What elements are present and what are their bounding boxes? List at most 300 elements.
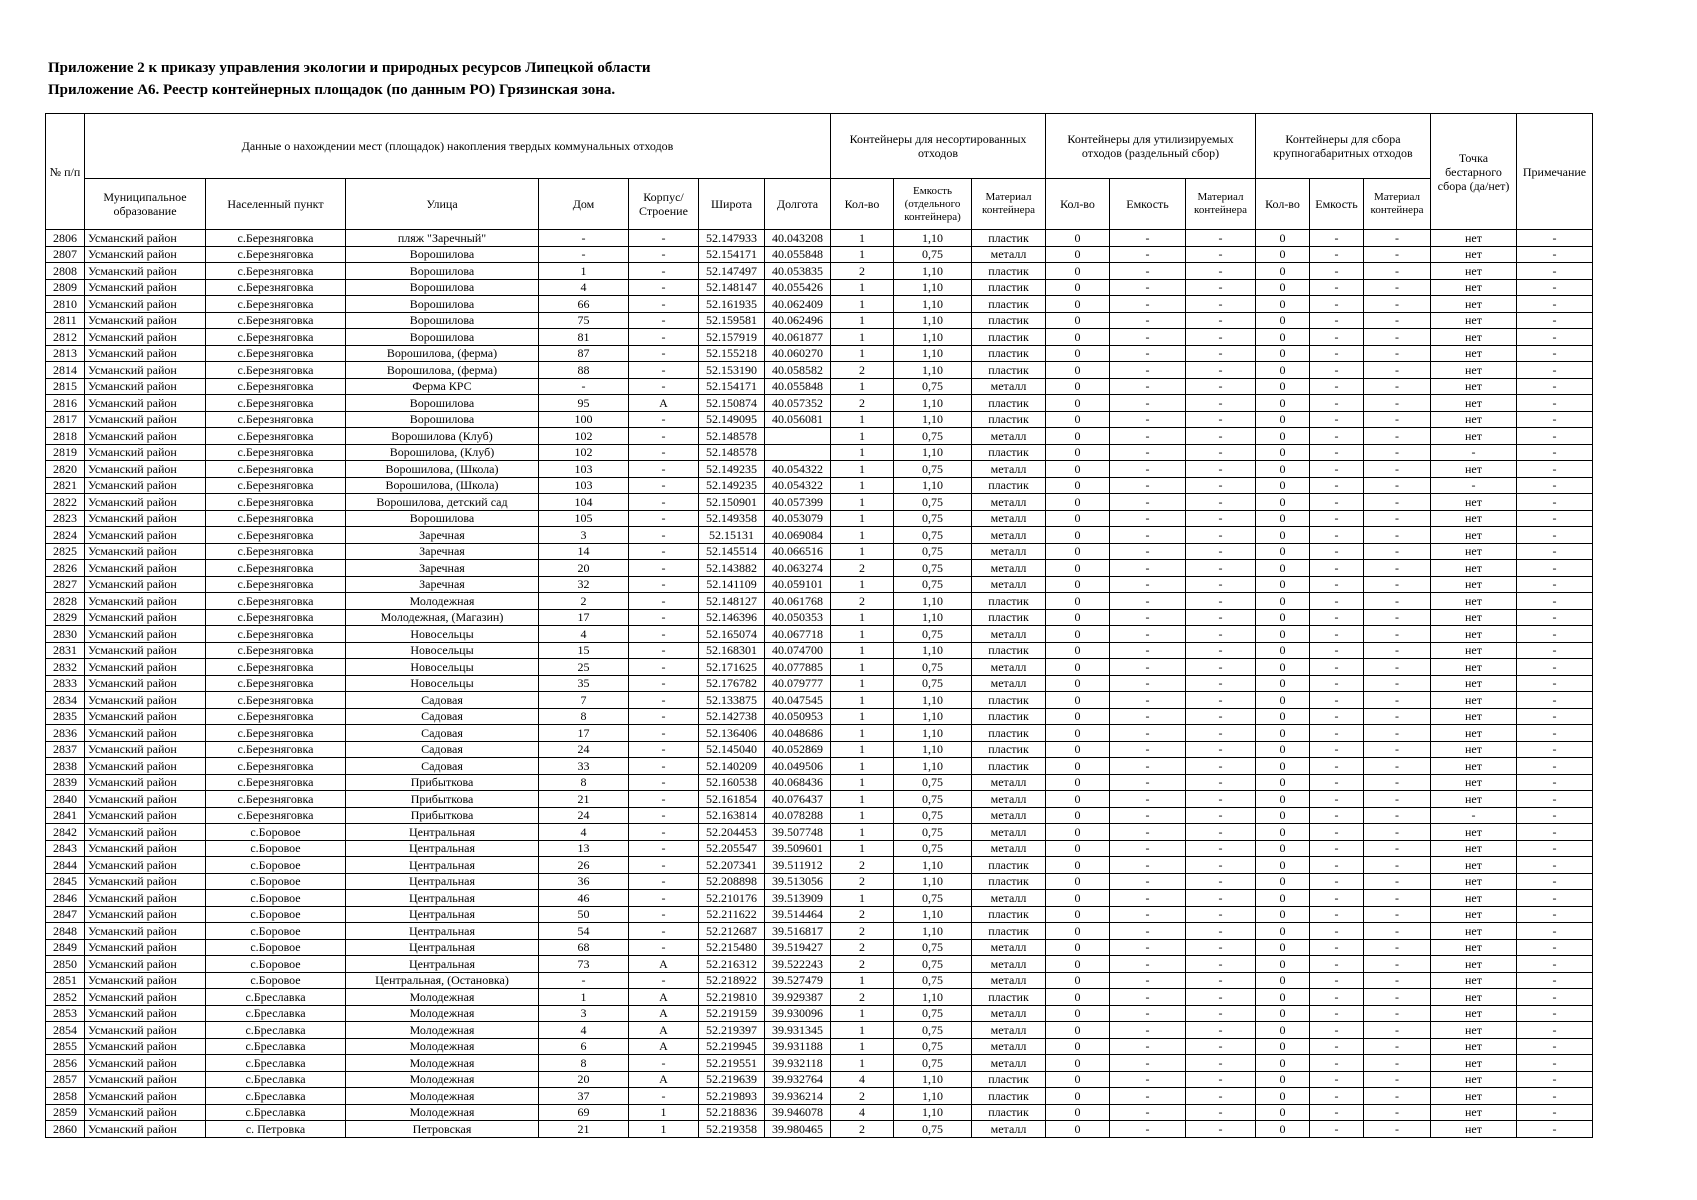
cell-bulky-count: 0 — [1256, 873, 1310, 890]
cell-bulky-material: - — [1364, 989, 1431, 1006]
cell-house: 87 — [539, 345, 629, 362]
cell-note: - — [1517, 263, 1593, 280]
col-bulky-capacity-header: Емкость — [1310, 179, 1364, 230]
cell-recycled-capacity: - — [1110, 989, 1186, 1006]
cell-unsorted-count: 1 — [831, 807, 894, 824]
cell-street: Ворошилова — [346, 263, 539, 280]
cell-house: 75 — [539, 312, 629, 329]
cell-bulky-count: 0 — [1256, 345, 1310, 362]
cell-bulky-material: - — [1364, 362, 1431, 379]
cell-house: 88 — [539, 362, 629, 379]
cell-municipality: Усманский район — [85, 989, 206, 1006]
cell-lat: 52.145040 — [699, 741, 765, 758]
cell-bulky-capacity: - — [1310, 923, 1364, 940]
cell-unsorted-count: 1 — [831, 411, 894, 428]
cell-bulky-count: 0 — [1256, 428, 1310, 445]
cell-municipality: Усманский район — [85, 246, 206, 263]
cell-unsorted-count: 1 — [831, 527, 894, 544]
table-row — [46, 1104, 1593, 1121]
cell-building: - — [629, 461, 699, 478]
cell-lat: 52.155218 — [699, 345, 765, 362]
cell-recycled-count: 0 — [1046, 1071, 1110, 1088]
table-row — [46, 1121, 1593, 1138]
cell-unsorted-capacity: 0,75 — [894, 774, 972, 791]
cell-lat: 52.147933 — [699, 230, 765, 247]
table-row — [46, 362, 1593, 379]
cell-municipality: Усманский район — [85, 461, 206, 478]
cell-lat: 52.146396 — [699, 609, 765, 626]
cell-note: - — [1517, 923, 1593, 940]
cell-house: 68 — [539, 939, 629, 956]
cell-lat: 52.133875 — [699, 692, 765, 709]
cell-settlement: с.Березняговка — [206, 362, 346, 379]
cell-recycled-capacity: - — [1110, 312, 1186, 329]
cell-building: - — [629, 741, 699, 758]
cell-building: - — [629, 263, 699, 280]
cell-unsorted-count: 4 — [831, 1104, 894, 1121]
col-unsorted-count-header: Кол-во — [831, 179, 894, 230]
cell-unsorted-capacity: 0,75 — [894, 626, 972, 643]
cell-street: Молодежная — [346, 1022, 539, 1039]
cell-unsorted-capacity: 1,10 — [894, 708, 972, 725]
cell-unsorted-count: 1 — [831, 461, 894, 478]
cell-building: А — [629, 1022, 699, 1039]
cell-unsorted-capacity: 1,10 — [894, 263, 972, 280]
cell-house: 13 — [539, 840, 629, 857]
cell-unsorted-material: металл — [972, 1121, 1046, 1138]
cell-recycled-material: - — [1186, 378, 1256, 395]
cell-recycled-capacity: - — [1110, 543, 1186, 560]
group-unsorted-header: Контейнеры для несортированных отходов — [831, 114, 1046, 179]
cell-unsorted-count: 2 — [831, 939, 894, 956]
cell-bulky-material: - — [1364, 230, 1431, 247]
cell-recycled-capacity: - — [1110, 1022, 1186, 1039]
cell-bulky-capacity: - — [1310, 791, 1364, 808]
cell-municipality: Усманский район — [85, 758, 206, 775]
col-house-header: Дом — [539, 179, 629, 230]
cell-recycled-material: - — [1186, 857, 1256, 874]
cell-recycled-material: - — [1186, 972, 1256, 989]
cell-bulky-material: - — [1364, 642, 1431, 659]
cell-recycled-material: - — [1186, 1071, 1256, 1088]
cell-num: 2849 — [46, 939, 85, 956]
cell-settlement: с.Бреславка — [206, 1005, 346, 1022]
cell-note: - — [1517, 956, 1593, 973]
table-row — [46, 395, 1593, 412]
cell-point: - — [1431, 807, 1517, 824]
cell-recycled-capacity: - — [1110, 1121, 1186, 1138]
cell-lat: 52.219639 — [699, 1071, 765, 1088]
cell-note: - — [1517, 494, 1593, 511]
cell-bulky-count: 0 — [1256, 626, 1310, 643]
cell-house: 21 — [539, 791, 629, 808]
col-recycled-count-header: Кол-во — [1046, 179, 1110, 230]
cell-bulky-capacity: - — [1310, 411, 1364, 428]
cell-lon: 40.061877 — [765, 329, 831, 346]
cell-building: - — [629, 807, 699, 824]
table-row — [46, 989, 1593, 1006]
cell-lat: 52.154171 — [699, 246, 765, 263]
cell-lat: 52.218922 — [699, 972, 765, 989]
cell-municipality: Усманский район — [85, 378, 206, 395]
cell-recycled-material: - — [1186, 725, 1256, 742]
cell-point: нет — [1431, 395, 1517, 412]
cell-settlement: с.Березняговка — [206, 411, 346, 428]
cell-building: - — [629, 692, 699, 709]
cell-recycled-capacity: - — [1110, 626, 1186, 643]
cell-street: Ворошилова, (Школа) — [346, 461, 539, 478]
cell-bulky-material: - — [1364, 857, 1431, 874]
cell-lat: 52.136406 — [699, 725, 765, 742]
cell-lon: 40.076437 — [765, 791, 831, 808]
col-municipality-header: Муниципальное образование — [85, 179, 206, 230]
cell-unsorted-material: пластик — [972, 642, 1046, 659]
cell-bulky-material: - — [1364, 791, 1431, 808]
cell-recycled-material: - — [1186, 692, 1256, 709]
cell-unsorted-capacity: 0,75 — [894, 494, 972, 511]
cell-note: - — [1517, 345, 1593, 362]
cell-num: 2814 — [46, 362, 85, 379]
cell-municipality: Усманский район — [85, 543, 206, 560]
cell-bulky-material: - — [1364, 758, 1431, 775]
cell-point: нет — [1431, 312, 1517, 329]
cell-lat: 52.149235 — [699, 461, 765, 478]
cell-point: нет — [1431, 725, 1517, 742]
cell-bulky-material: - — [1364, 972, 1431, 989]
cell-recycled-count: 0 — [1046, 1022, 1110, 1039]
cell-lon: 39.513056 — [765, 873, 831, 890]
cell-point: нет — [1431, 1005, 1517, 1022]
cell-point: нет — [1431, 279, 1517, 296]
cell-municipality: Усманский район — [85, 923, 206, 940]
cell-street: Ворошилова (Клуб) — [346, 428, 539, 445]
cell-bulky-count: 0 — [1256, 461, 1310, 478]
cell-lon: 40.074700 — [765, 642, 831, 659]
cell-num: 2843 — [46, 840, 85, 857]
cell-lat: 52.207341 — [699, 857, 765, 874]
cell-unsorted-material: пластик — [972, 362, 1046, 379]
cell-recycled-count: 0 — [1046, 741, 1110, 758]
cell-recycled-capacity: - — [1110, 279, 1186, 296]
cell-lon: 40.059101 — [765, 576, 831, 593]
cell-recycled-count: 0 — [1046, 857, 1110, 874]
col-num-header: № п/п — [46, 114, 85, 230]
cell-recycled-material: - — [1186, 312, 1256, 329]
cell-building: А — [629, 1038, 699, 1055]
cell-recycled-material: - — [1186, 1104, 1256, 1121]
cell-building: - — [629, 857, 699, 874]
cell-bulky-count: 0 — [1256, 296, 1310, 313]
table-row — [46, 345, 1593, 362]
cell-point: нет — [1431, 708, 1517, 725]
cell-recycled-material: - — [1186, 362, 1256, 379]
cell-unsorted-material: пластик — [972, 329, 1046, 346]
cell-municipality: Усманский район — [85, 576, 206, 593]
cell-recycled-count: 0 — [1046, 1005, 1110, 1022]
cell-street: Ворошилова — [346, 279, 539, 296]
cell-settlement: с.Березняговка — [206, 659, 346, 676]
cell-lat: 52.159581 — [699, 312, 765, 329]
cell-lon: 40.068436 — [765, 774, 831, 791]
cell-street: Заречная — [346, 560, 539, 577]
cell-house: 102 — [539, 444, 629, 461]
cell-num: 2839 — [46, 774, 85, 791]
cell-unsorted-capacity: 0,75 — [894, 543, 972, 560]
cell-street: Ворошилова — [346, 510, 539, 527]
cell-lon: 40.055848 — [765, 378, 831, 395]
cell-lat: 52.204453 — [699, 824, 765, 841]
cell-unsorted-capacity: 0,75 — [894, 1038, 972, 1055]
cell-municipality: Усманский район — [85, 906, 206, 923]
cell-building: - — [629, 510, 699, 527]
cell-recycled-capacity: - — [1110, 824, 1186, 841]
cell-settlement: с.Березняговка — [206, 246, 346, 263]
cell-street: Ворошилова — [346, 296, 539, 313]
cell-recycled-material: - — [1186, 989, 1256, 1006]
table-row — [46, 477, 1593, 494]
cell-unsorted-count: 1 — [831, 246, 894, 263]
cell-street: Садовая — [346, 725, 539, 742]
cell-note: - — [1517, 708, 1593, 725]
cell-note: - — [1517, 576, 1593, 593]
col-unsorted-material-header: Материал контейнера — [972, 179, 1046, 230]
cell-house: 66 — [539, 296, 629, 313]
cell-lon: 40.049506 — [765, 758, 831, 775]
cell-recycled-count: 0 — [1046, 939, 1110, 956]
col-note-header: Примечание — [1517, 114, 1593, 230]
cell-bulky-material: - — [1364, 527, 1431, 544]
cell-unsorted-material: пластик — [972, 989, 1046, 1006]
cell-recycled-material: - — [1186, 411, 1256, 428]
cell-settlement: с.Березняговка — [206, 774, 346, 791]
cell-lat: 52.219159 — [699, 1005, 765, 1022]
cell-bulky-count: 0 — [1256, 989, 1310, 1006]
cell-note: - — [1517, 807, 1593, 824]
col-bulky-material-header: Материал контейнера — [1364, 179, 1431, 230]
cell-unsorted-material: пластик — [972, 923, 1046, 940]
cell-unsorted-capacity: 1,10 — [894, 1088, 972, 1105]
cell-lat: 52.154171 — [699, 378, 765, 395]
cell-unsorted-capacity: 1,10 — [894, 279, 972, 296]
cell-recycled-capacity: - — [1110, 1038, 1186, 1055]
cell-house: 15 — [539, 642, 629, 659]
cell-bulky-material: - — [1364, 494, 1431, 511]
cell-point: нет — [1431, 1071, 1517, 1088]
cell-building: 1 — [629, 1104, 699, 1121]
cell-unsorted-count: 1 — [831, 543, 894, 560]
table-row — [46, 972, 1593, 989]
cell-recycled-count: 0 — [1046, 807, 1110, 824]
cell-recycled-material: - — [1186, 890, 1256, 907]
cell-recycled-capacity: - — [1110, 642, 1186, 659]
cell-num: 2859 — [46, 1104, 85, 1121]
cell-unsorted-material: пластик — [972, 692, 1046, 709]
cell-unsorted-material: металл — [972, 576, 1046, 593]
cell-unsorted-count: 1 — [831, 840, 894, 857]
cell-building: - — [629, 791, 699, 808]
cell-house: 50 — [539, 906, 629, 923]
cell-lon: 39.511912 — [765, 857, 831, 874]
cell-recycled-count: 0 — [1046, 246, 1110, 263]
cell-point: нет — [1431, 873, 1517, 890]
cell-municipality: Усманский район — [85, 972, 206, 989]
cell-unsorted-count: 1 — [831, 494, 894, 511]
cell-recycled-material: - — [1186, 444, 1256, 461]
cell-recycled-material: - — [1186, 626, 1256, 643]
cell-note: - — [1517, 675, 1593, 692]
cell-settlement: с.Боровое — [206, 906, 346, 923]
cell-unsorted-capacity: 0,75 — [894, 1005, 972, 1022]
cell-municipality: Усманский район — [85, 675, 206, 692]
cell-municipality: Усманский район — [85, 890, 206, 907]
cell-unsorted-capacity: 0,75 — [894, 890, 972, 907]
cell-num: 2845 — [46, 873, 85, 890]
cell-bulky-capacity: - — [1310, 230, 1364, 247]
cell-bulky-material: - — [1364, 345, 1431, 362]
cell-settlement: с.Березняговка — [206, 758, 346, 775]
cell-street: Молодежная — [346, 593, 539, 610]
cell-house: 8 — [539, 774, 629, 791]
cell-recycled-material: - — [1186, 510, 1256, 527]
cell-house: 8 — [539, 708, 629, 725]
cell-point: нет — [1431, 906, 1517, 923]
cell-unsorted-capacity: 1,10 — [894, 312, 972, 329]
cell-num: 2827 — [46, 576, 85, 593]
cell-settlement: с.Березняговка — [206, 395, 346, 412]
cell-unsorted-count: 1 — [831, 972, 894, 989]
cell-note: - — [1517, 626, 1593, 643]
cell-unsorted-count: 2 — [831, 857, 894, 874]
cell-unsorted-count: 1 — [831, 1038, 894, 1055]
cell-unsorted-capacity: 0,75 — [894, 461, 972, 478]
cell-house: 103 — [539, 461, 629, 478]
cell-recycled-material: - — [1186, 956, 1256, 973]
cell-municipality: Усманский район — [85, 1055, 206, 1072]
table-row — [46, 906, 1593, 923]
cell-lon: 39.522243 — [765, 956, 831, 973]
cell-bulky-count: 0 — [1256, 378, 1310, 395]
cell-unsorted-material: металл — [972, 1038, 1046, 1055]
cell-lat: 52.163814 — [699, 807, 765, 824]
cell-lon: 40.054322 — [765, 477, 831, 494]
cell-note: - — [1517, 477, 1593, 494]
cell-unsorted-material: металл — [972, 956, 1046, 973]
cell-unsorted-count: 1 — [831, 741, 894, 758]
cell-bulky-material: - — [1364, 477, 1431, 494]
cell-recycled-count: 0 — [1046, 774, 1110, 791]
cell-bulky-capacity: - — [1310, 609, 1364, 626]
cell-note: - — [1517, 972, 1593, 989]
cell-bulky-capacity: - — [1310, 593, 1364, 610]
cell-recycled-material: - — [1186, 1005, 1256, 1022]
cell-street: Ворошилова — [346, 411, 539, 428]
cell-unsorted-capacity: 1,10 — [894, 395, 972, 412]
cell-municipality: Усманский район — [85, 510, 206, 527]
cell-unsorted-material: металл — [972, 626, 1046, 643]
cell-lon: 40.077885 — [765, 659, 831, 676]
cell-bulky-capacity: - — [1310, 395, 1364, 412]
cell-point: нет — [1431, 824, 1517, 841]
cell-recycled-capacity: - — [1110, 807, 1186, 824]
cell-num: 2822 — [46, 494, 85, 511]
cell-unsorted-material: пластик — [972, 741, 1046, 758]
cell-lon: 40.060270 — [765, 345, 831, 362]
cell-unsorted-count: 1 — [831, 1005, 894, 1022]
cell-house: - — [539, 230, 629, 247]
cell-note: - — [1517, 329, 1593, 346]
cell-bulky-material: - — [1364, 873, 1431, 890]
cell-unsorted-material: пластик — [972, 593, 1046, 610]
cell-bulky-capacity: - — [1310, 1005, 1364, 1022]
cell-bulky-count: 0 — [1256, 1055, 1310, 1072]
cell-unsorted-material: пластик — [972, 411, 1046, 428]
cell-lat: 52.208898 — [699, 873, 765, 890]
col-bulky-count-header: Кол-во — [1256, 179, 1310, 230]
col-street-header: Улица — [346, 179, 539, 230]
cell-unsorted-material: металл — [972, 510, 1046, 527]
cell-street: Центральная — [346, 923, 539, 940]
cell-bulky-material: - — [1364, 411, 1431, 428]
cell-house: 105 — [539, 510, 629, 527]
cell-bulky-count: 0 — [1256, 972, 1310, 989]
cell-municipality: Усманский район — [85, 626, 206, 643]
cell-num: 2840 — [46, 791, 85, 808]
cell-bulky-count: 0 — [1256, 246, 1310, 263]
cell-point: нет — [1431, 411, 1517, 428]
cell-bulky-material: - — [1364, 774, 1431, 791]
cell-lon — [765, 428, 831, 445]
col-settlement-header: Населенный пункт — [206, 179, 346, 230]
cell-municipality: Усманский район — [85, 362, 206, 379]
cell-recycled-count: 0 — [1046, 708, 1110, 725]
cell-lon: 39.980465 — [765, 1121, 831, 1138]
cell-recycled-capacity: - — [1110, 890, 1186, 907]
cell-settlement: с.Березняговка — [206, 609, 346, 626]
cell-unsorted-capacity: 1,10 — [894, 329, 972, 346]
cell-note: - — [1517, 890, 1593, 907]
table-row — [46, 923, 1593, 940]
cell-house: 20 — [539, 560, 629, 577]
cell-unsorted-capacity: 0,75 — [894, 1055, 972, 1072]
col-unsorted-capacity-header: Емкость (отдельного контейнера) — [894, 179, 972, 230]
table-row — [46, 593, 1593, 610]
cell-lat: 52.157919 — [699, 329, 765, 346]
cell-building: - — [629, 246, 699, 263]
cell-street: Новосельцы — [346, 659, 539, 676]
cell-recycled-material: - — [1186, 345, 1256, 362]
cell-note: - — [1517, 461, 1593, 478]
cell-recycled-count: 0 — [1046, 626, 1110, 643]
cell-recycled-capacity: - — [1110, 923, 1186, 940]
cell-street: Молодежная, (Магазин) — [346, 609, 539, 626]
cell-num: 2853 — [46, 1005, 85, 1022]
cell-unsorted-capacity: 1,10 — [894, 873, 972, 890]
cell-num: 2812 — [46, 329, 85, 346]
cell-note: - — [1517, 395, 1593, 412]
cell-recycled-capacity: - — [1110, 741, 1186, 758]
cell-street: Ворошилова, (ферма) — [346, 362, 539, 379]
cell-lat: 52.148578 — [699, 428, 765, 445]
cell-building: - — [629, 494, 699, 511]
cell-num: 2838 — [46, 758, 85, 775]
cell-building: - — [629, 593, 699, 610]
cell-bulky-count: 0 — [1256, 939, 1310, 956]
cell-settlement: с.Боровое — [206, 972, 346, 989]
cell-bulky-count: 0 — [1256, 1071, 1310, 1088]
cell-point: нет — [1431, 543, 1517, 560]
cell-building: - — [629, 477, 699, 494]
cell-recycled-count: 0 — [1046, 543, 1110, 560]
